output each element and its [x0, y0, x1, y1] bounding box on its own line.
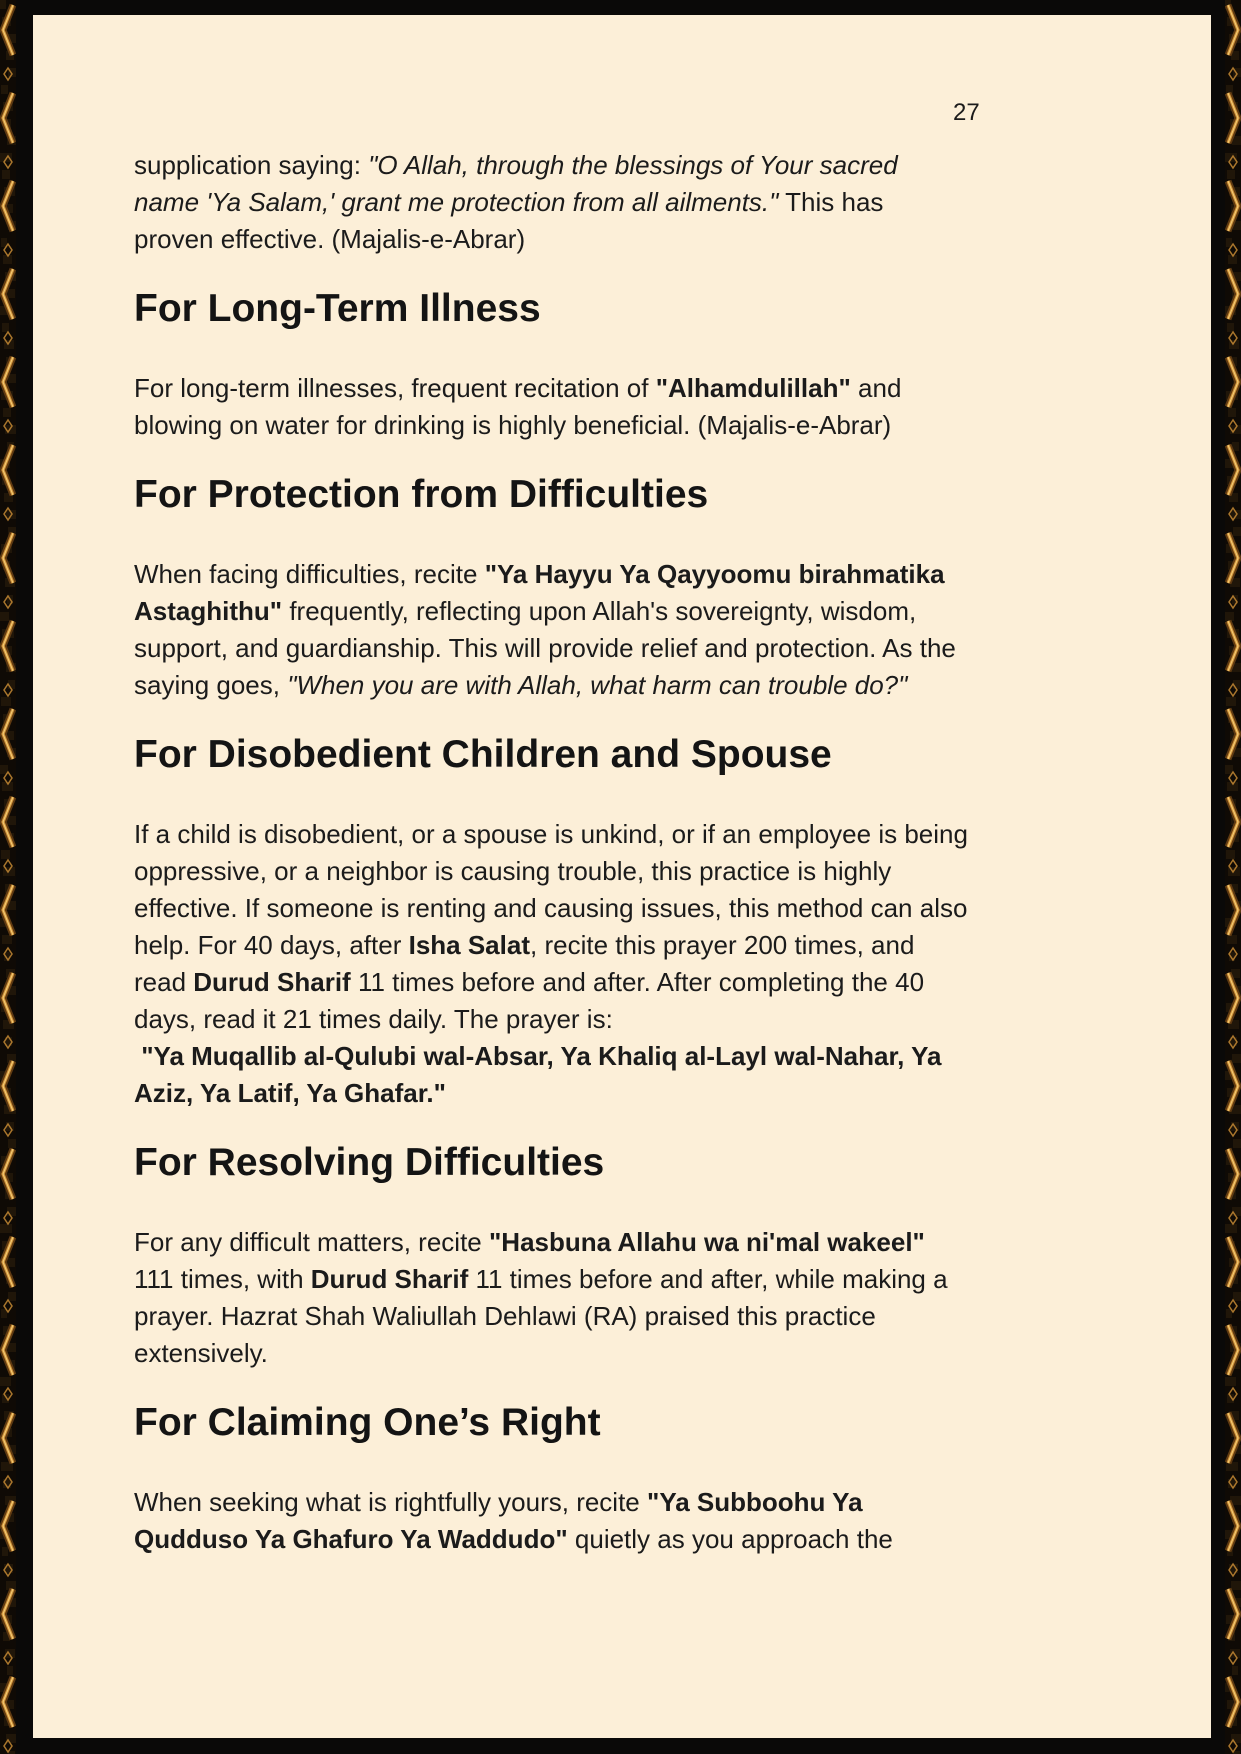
- text-run: supplication saying:: [134, 150, 369, 180]
- text-run: extensively.: [134, 1338, 268, 1368]
- text-run: When seeking what is rightfully yours, recite: [134, 1487, 647, 1517]
- body-paragraph: [134, 370, 1171, 444]
- text-run: effective. If someone is renting and causing issues, this method can also: [134, 893, 968, 923]
- text-run: quietly as you approach the: [567, 1524, 893, 1554]
- body-paragraph: [134, 816, 1171, 1112]
- text-run: saying goes,: [134, 670, 288, 700]
- text-run: "When you are with Allah, what harm can trouble do?": [287, 670, 908, 700]
- text-run: Astaghithu": [134, 596, 283, 626]
- text-run: "Ya Hayyu Ya Qayyoomu birahmatika: [484, 559, 945, 589]
- section-heading: For Resolving Difficulties: [134, 1141, 605, 1184]
- text-run: frequently, reflecting upon Allah's sovereignty, wisdom,: [282, 596, 917, 626]
- text-run: Isha Salat: [408, 930, 530, 960]
- text-run: prayer. Hazrat Shah Waliullah Dehlawi (RA) praised this practice: [134, 1301, 876, 1331]
- page-content: [33, 15, 1211, 1558]
- section-heading: For Disobedient Children and Spouse: [134, 733, 832, 776]
- text-run: Aziz, Ya Latif, Ya Ghafar.": [134, 1078, 446, 1108]
- text-run: For any difficult matters, recite: [134, 1227, 489, 1257]
- text-run: days, read it 21 times daily. The prayer is:: [134, 1004, 613, 1034]
- text-run: , recite this prayer 200 times, and: [530, 930, 915, 960]
- text-run: support, and guardianship. This will provide relief and protection. As the: [134, 633, 956, 663]
- text-run: This has: [778, 187, 884, 217]
- body-paragraph: [134, 556, 1171, 704]
- text-run: 11 times before and after. After completing the 40: [350, 967, 925, 997]
- text-run: "Hasbuna Allahu wa ni'mal wakeel": [488, 1227, 925, 1257]
- text-run: "O Allah, through the blessings of Your sacred: [368, 150, 898, 180]
- page-number: 27: [953, 99, 980, 126]
- text-run: Durud Sharif: [193, 967, 351, 997]
- ornamental-border-right: [1225, 0, 1241, 1754]
- text-run: When facing difficulties, recite: [134, 559, 485, 589]
- body-paragraph: [134, 1224, 1171, 1372]
- text-run: 11 times before and after, while making a: [468, 1264, 948, 1294]
- text-run: "Ya Muqallib al-Qulubi wal-Absar, Ya Khaliq al-Layl wal-Nahar, Ya: [134, 1041, 942, 1071]
- body-paragraph: [134, 147, 1171, 258]
- text-run: proven effective. (Majalis-e-Abrar): [134, 224, 526, 254]
- section-heading: For Protection from Difficulties: [134, 473, 709, 516]
- section-heading: For Long-Term Illness: [134, 287, 541, 330]
- text-run: read: [134, 967, 194, 997]
- text-run: "Alhamdulillah": [655, 373, 851, 403]
- ornamental-border-left: [0, 0, 16, 1754]
- section-heading: For Claiming One’s Right: [134, 1401, 601, 1444]
- body-paragraph: [134, 1484, 1171, 1558]
- text-run: Qudduso Ya Ghafuro Ya Waddudo": [134, 1524, 568, 1554]
- page: [33, 15, 1211, 1738]
- text-run: If a child is disobedient, or a spouse is unkind, or if an employee is being: [134, 819, 968, 849]
- text-run: name 'Ya Salam,' grant me protection from all ailments.": [134, 187, 779, 217]
- text-run: Durud Sharif: [310, 1264, 469, 1294]
- text-run: help. For 40 days, after: [134, 930, 409, 960]
- text-run: and: [850, 373, 902, 403]
- text-run: oppressive, or a neighbor is causing trouble, this practice is highly: [134, 856, 892, 886]
- text-run: 111 times, with: [134, 1264, 311, 1294]
- text-run: "Ya Subboohu Ya: [647, 1487, 863, 1517]
- text-run: blowing on water for drinking is highly beneficial. (Majalis-e-Abrar): [134, 410, 892, 440]
- text-run: For long-term illnesses, frequent recitation of: [134, 373, 656, 403]
